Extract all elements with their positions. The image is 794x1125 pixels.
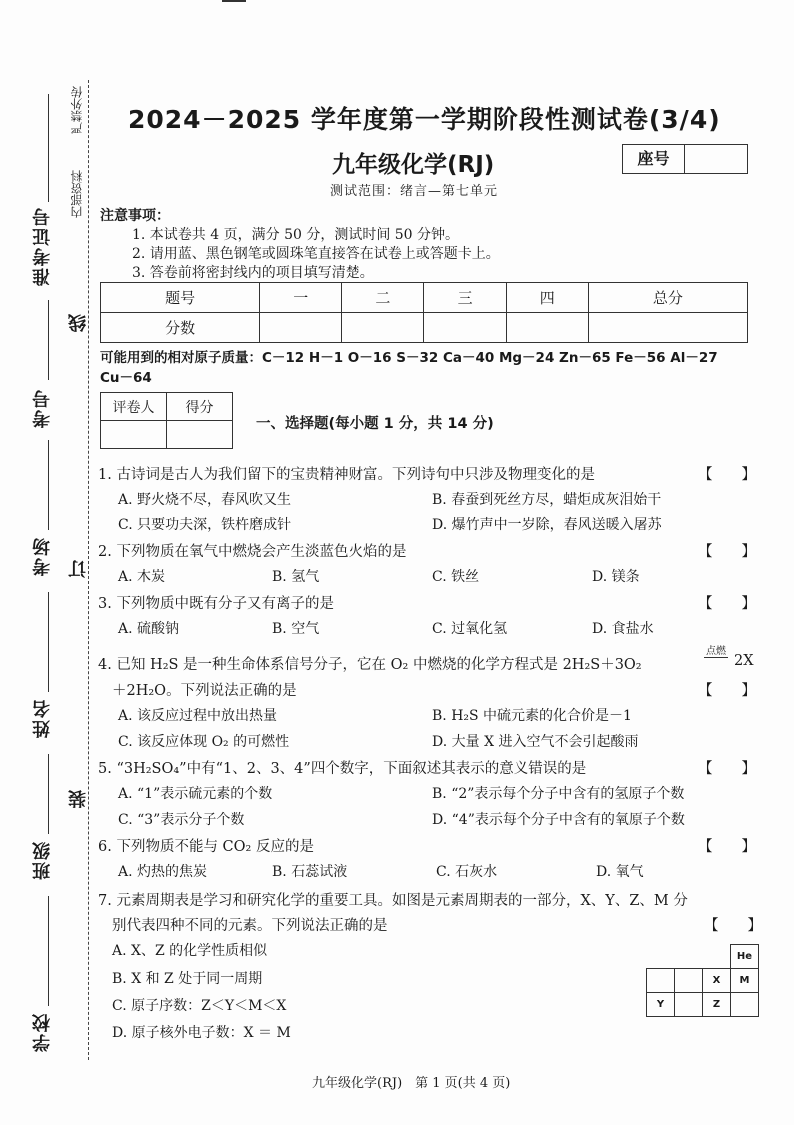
option: D. 氧气 <box>596 864 644 880</box>
seat-number-box <box>622 144 748 174</box>
option: A. 硫酸钠 <box>118 621 180 637</box>
equation-product: 2X <box>734 653 754 669</box>
option: D. 爆竹声中一岁除，春风送暖入屠苏 <box>432 517 662 533</box>
element-cell-z: Z <box>703 993 731 1017</box>
question-stem-cont: ＋2H₂O。下列说法正确的是 <box>112 683 297 699</box>
seat-label: 座号 <box>623 145 685 173</box>
question-stem: 5. “3H₂SO₄”中有“1、2、3、4”四个数字，下面叙述其表示的意义错误的是 <box>98 761 587 777</box>
option: B. H₂S 中硫元素的化合价是－1 <box>432 708 632 724</box>
page-title: 2024－2025 学年度第一学期阶段性测试卷(3/4) <box>128 105 721 134</box>
option: D. “4”表示每个分子中含有的氧原子个数 <box>432 812 685 828</box>
question-stem: 1. 古诗词是古人为我们留下的宝贵精神财富。下列诗句中只涉及物理变化的是 <box>98 467 595 483</box>
option: C. “3”表示分子个数 <box>118 812 245 828</box>
score-cell[interactable] <box>424 313 506 343</box>
notice-item: 1. 本试卷共 4 页，满分 50 分，测试时间 50 分钟。 <box>132 227 460 243</box>
score-header: 二 <box>342 283 424 313</box>
option: D. 食盐水 <box>592 621 654 637</box>
option: A. 灼热的焦炭 <box>118 864 208 880</box>
notice-item: 3. 答卷前将密封线内的项目填写清楚。 <box>132 265 374 281</box>
option: B. 春蚕到死丝方尽，蜡炬成灰泪始干 <box>432 492 662 508</box>
score-header: 题号 <box>101 283 260 313</box>
field-exam-number: 考号 <box>32 388 53 428</box>
test-scope: 测试范围：绪言—第七单元 <box>330 184 499 199</box>
section-heading: 一、选择题(每小题 1 分，共 14 分) <box>256 416 494 432</box>
score-row-label: 分数 <box>101 313 260 343</box>
score-header: 三 <box>424 283 506 313</box>
element-cell-y: Y <box>647 993 675 1017</box>
notice-heading: 注意事项： <box>100 208 170 224</box>
option: A. 野火烧不尽，春风吹又生 <box>118 492 292 508</box>
answer-bracket[interactable]: 【 】 <box>698 683 756 699</box>
field-exam-id: 准考证号 <box>32 206 53 286</box>
score-header: 总分 <box>588 283 747 313</box>
grader-label: 评卷人 <box>101 393 167 421</box>
score-cell[interactable] <box>506 313 588 343</box>
page-subtitle: 九年级化学(RJ) <box>332 152 495 178</box>
option: C. 原子序数：Z＜Y＜M＜X <box>112 998 287 1014</box>
answer-bracket[interactable]: 【 】 <box>698 467 756 483</box>
grader-table <box>100 392 233 449</box>
answer-bracket[interactable]: 【 】 <box>704 918 762 934</box>
field-name: 姓名 <box>32 698 53 738</box>
score-header: 一 <box>260 283 342 313</box>
option: B. 石蕊试液 <box>272 864 348 880</box>
question-stem: 7. 元素周期表是学习和研究化学的重要工具。如图是元素周期表的一部分，X、Y、Z、M 分 <box>98 893 688 909</box>
notice-item: 2. 请用蓝、黑色钢笔或圆珠笔直接答在试卷上或答题卡上。 <box>132 246 500 262</box>
field-school: 学校 <box>32 1012 53 1052</box>
score-cell[interactable] <box>260 313 342 343</box>
answer-bracket[interactable]: 【 】 <box>698 839 756 855</box>
margin-note: 内部资料 <box>70 170 84 218</box>
margin-note: 严禁外传 <box>70 86 84 134</box>
score-cell[interactable] <box>588 313 747 343</box>
element-cell-x: X <box>703 969 731 993</box>
seal-char-pack: 装 <box>68 790 89 808</box>
reaction-condition: 点燃 <box>704 642 728 658</box>
option: B. 氢气 <box>272 569 320 585</box>
question-stem-cont: 别代表四种不同的元素。下列说法正确的是 <box>112 918 388 934</box>
option: B. “2”表示每个分子中含有的氢原子个数 <box>432 786 685 802</box>
grader-cell[interactable] <box>167 421 233 449</box>
answer-bracket[interactable]: 【 】 <box>698 761 756 777</box>
answer-bracket[interactable]: 【 】 <box>698 544 756 560</box>
atomic-mass-info <box>100 348 760 388</box>
seat-input[interactable] <box>685 145 747 173</box>
seal-char-bind: 订 <box>68 560 89 578</box>
question-stem: 4. 已知 H₂S 是一种生命体系信号分子，它在 O₂ 中燃烧的化学方程式是 2H₂S＋3O₂ <box>98 657 642 673</box>
question-stem: 3. 下列物质中既有分子又有离子的是 <box>98 596 334 612</box>
score-table <box>100 282 748 343</box>
option: C. 石灰水 <box>436 864 498 880</box>
option: C. 该反应体现 O₂ 的可燃性 <box>118 734 290 750</box>
question-stem: 6. 下列物质不能与 CO₂ 反应的是 <box>98 839 314 855</box>
element-cell-he: He <box>731 945 759 969</box>
seal-char-line: 线 <box>68 314 89 332</box>
element-cell-m: M <box>731 969 759 993</box>
option: A. 该反应过程中放出热量 <box>118 708 278 724</box>
option: D. 镁条 <box>592 569 640 585</box>
atomic-mass-line: 可能用到的相对原子质量：C－12 H－1 O－16 S－32 Ca－40 Mg－24 Zn－65 Fe－56 Al－27 <box>100 350 718 366</box>
option: C. 铁丝 <box>432 569 480 585</box>
option: C. 过氧化氢 <box>432 621 508 637</box>
option: A. “1”表示硫元素的个数 <box>118 786 273 802</box>
option: D. 原子核外电子数：X ＝ M <box>112 1025 291 1041</box>
score-header: 四 <box>506 283 588 313</box>
periodic-table-fragment <box>646 944 759 1017</box>
option: D. 大量 X 进入空气不会引起酸雨 <box>432 734 639 750</box>
grader-score-label: 得分 <box>167 393 233 421</box>
answer-bracket[interactable]: 【 】 <box>698 596 756 612</box>
option: C. 只要功夫深，铁杵磨成针 <box>118 517 292 533</box>
grader-cell[interactable] <box>101 421 167 449</box>
page-footer: 九年级化学(RJ) 第 1 页(共 4 页) <box>312 1076 511 1091</box>
option: B. 空气 <box>272 621 320 637</box>
option: A. 木炭 <box>118 569 166 585</box>
option: B. X 和 Z 处于同一周期 <box>112 971 263 987</box>
field-class: 班级 <box>32 840 53 880</box>
question-stem: 2. 下列物质在氧气中燃烧会产生淡蓝色火焰的是 <box>98 544 407 560</box>
field-exam-room: 考场 <box>32 536 53 576</box>
score-cell[interactable] <box>342 313 424 343</box>
top-mark <box>222 0 246 2</box>
option: A. X、Z 的化学性质相似 <box>112 943 268 959</box>
atomic-mass-line: Cu－64 <box>100 370 152 386</box>
